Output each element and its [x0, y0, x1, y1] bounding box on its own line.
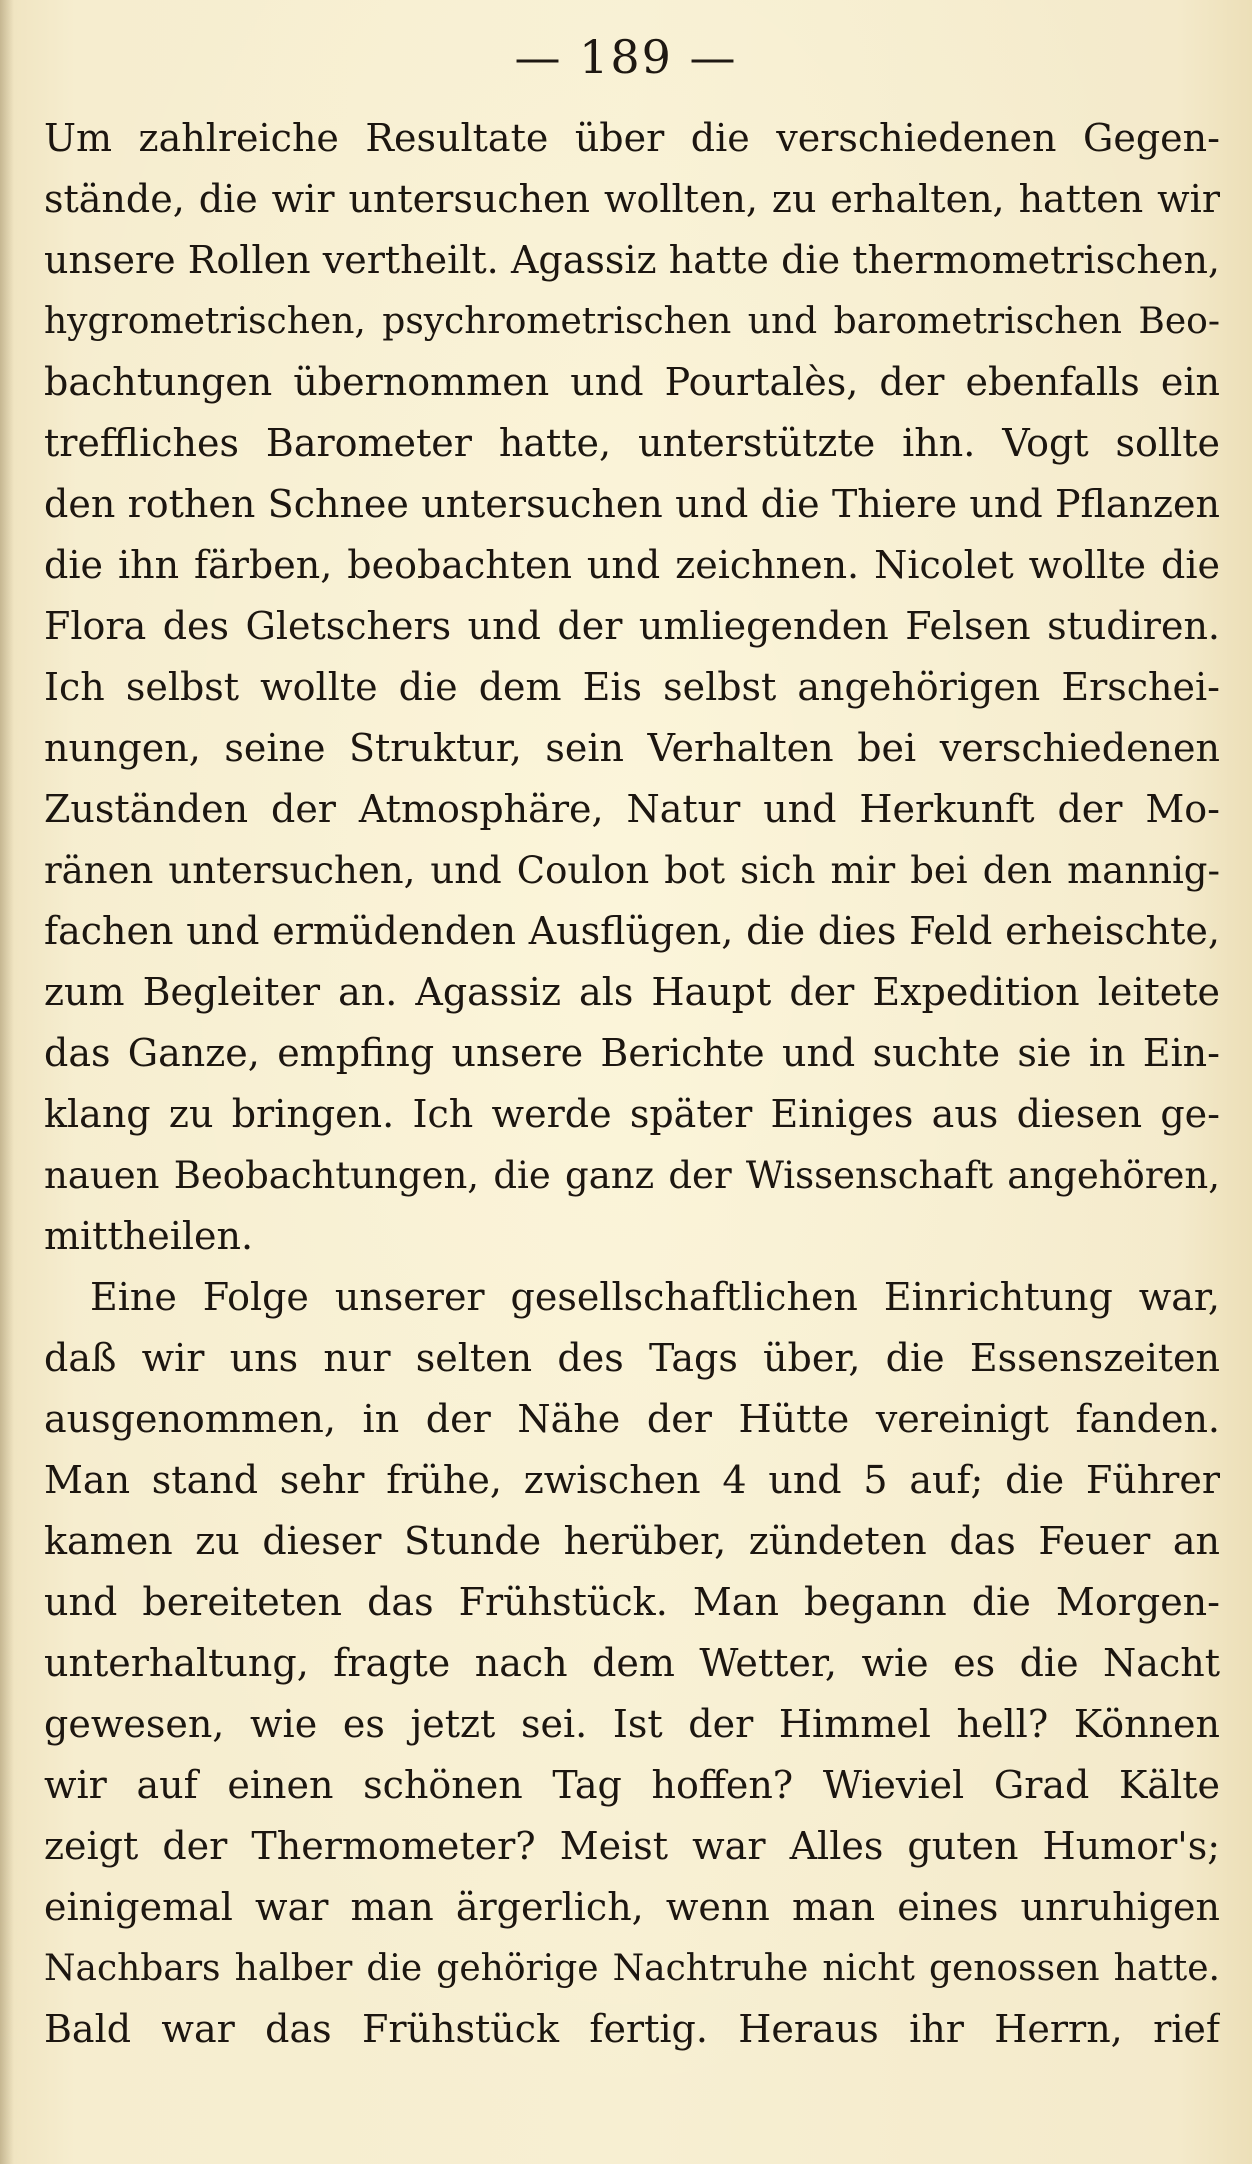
text-line: nungen, seine Struktur, sein Verhalten bei verschiedenen [44, 726, 1220, 770]
text-line: Ich selbst wollte die dem Eis selbst angehörigen Erschei- [44, 665, 1220, 709]
body-text [44, 108, 1220, 2060]
text-line: nauen Beobachtungen, die ganz der Wissenschaft angehören, [44, 1154, 1220, 1197]
text-line: ränen untersuchen, und Coulon bot sich mir bei den mannig- [44, 849, 1220, 892]
text-line: einigemal war man ärgerlich, wenn man eines unruhigen [44, 1885, 1220, 1929]
text-line: den rothen Schnee untersuchen und die Thiere und Pflanzen [44, 482, 1220, 526]
text-line: unsere Rollen vertheilt. Agassiz hatte die thermometrischen, [44, 238, 1220, 282]
binding-shadow [0, 0, 14, 2164]
paragraph-first-line: Eine Folge unserer gesellschaftlichen Einrichtung war, [90, 1275, 1220, 1319]
text-line: wir auf einen schönen Tag hoffen? Wieviel Grad Kälte [44, 1763, 1220, 1807]
text-line: fachen und ermüdenden Ausflügen, die dies Feld erheischte, [44, 909, 1220, 953]
text-line: das Ganze, empfing unsere Berichte und suchte sie in Ein- [44, 1031, 1220, 1075]
text-line: unterhaltung, fragte nach dem Wetter, wie es die Nacht [44, 1641, 1220, 1685]
text-line: Zuständen der Atmosphäre, Natur und Herkunft der Mo- [44, 787, 1220, 831]
text-line: zeigt der Thermometer? Meist war Alles guten Humor's; [44, 1824, 1220, 1868]
text-line: Um zahlreiche Resultate über die verschiedenen Gegen- [44, 116, 1220, 160]
text-line: Nachbars halber die gehörige Nachtruhe nicht genossen hatte. [44, 1948, 1220, 1989]
text-line: gewesen, wie es jetzt sei. Ist der Himmel hell? Können [44, 1702, 1220, 1746]
text-line: zum Begleiter an. Agassiz als Haupt der Expedition leitete [44, 970, 1220, 1014]
text-line: daß wir uns nur selten des Tags über, die Essenszeiten [44, 1336, 1220, 1380]
text-line: die ihn färben, beobachten und zeichnen. Nicolet wollte die [44, 543, 1220, 587]
text-line: Man stand sehr frühe, zwischen 4 und 5 auf; die Führer [44, 1458, 1220, 1502]
text-line: treffliches Barometer hatte, unterstützte ihn. Vogt sollte [44, 421, 1220, 465]
text-line: und bereiteten das Frühstück. Man begann die Morgen- [44, 1580, 1220, 1624]
text-line: hygrometrischen, psychrometrischen und barometrischen Beo- [44, 301, 1220, 342]
page-number: — 189 — [514, 30, 738, 84]
text-line: Bald war das Frühstück fertig. Heraus ihr Herrn, rief [44, 2007, 1220, 2051]
text-line: kamen zu dieser Stunde herüber, zündeten das Feuer an [44, 1519, 1220, 1563]
text-line: Flora des Gletschers und der umliegenden Felsen studiren. [44, 604, 1220, 648]
text-line: klang zu bringen. Ich werde später Einiges aus diesen ge- [44, 1092, 1220, 1136]
text-line: stände, die wir untersuchen wollten, zu erhalten, hatten wir [44, 177, 1220, 221]
text-line: bachtungen übernommen und Pourtalès, der ebenfalls ein [44, 360, 1220, 404]
text-line: ausgenommen, in der Nähe der Hütte vereinigt fanden. [44, 1397, 1220, 1441]
text-line: mittheilen. [44, 1214, 254, 1258]
